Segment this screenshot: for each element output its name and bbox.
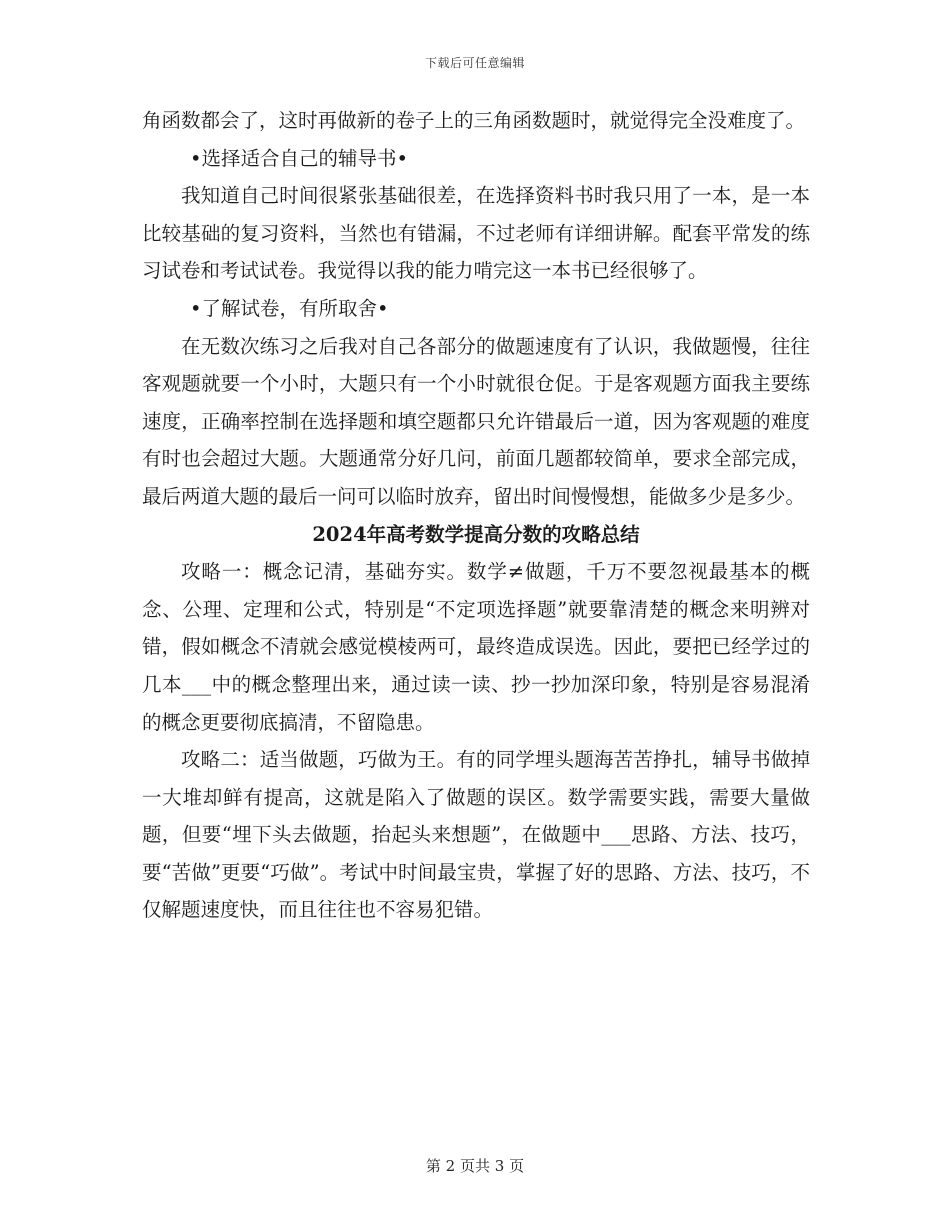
paragraph-exam-strategy: 在无数次练习之后我对自己各部分的做题速度有了认识，我做题慢，往往客观题就要一个小时，大题只有一个小时就很仓促。于是客观题方面我主要练速度，正确率控制在选择题和填空题都只允许错最后一道，因为客观题的难度有时也会超过大题。大题通常分好几问，前面几题都较简单，要求全部完成，最后两道大题的最后一问可以临时放弃，留出时间慢慢想，能做多少是多少。	[142, 334, 810, 508]
bullet-heading-choose-book: •选择适合自己的辅导书•	[190, 146, 409, 170]
section-title: 2024年高考数学提高分数的攻略总结	[312, 522, 640, 546]
paragraph-strategy-one: 攻略一：概念记清，基础夯实。数学≠做题，千万不要忽视最基本的概念、公理、定理和公式，特别是“不定项选择题”就要靠清楚的概念来明辨对错，假如概念不清就会感觉模棱两可，最终造成误选。因此，要把已经学过的几本___中的概念整理出来，通过读一读、抄一抄加深印象，特别是容易混淆的概念更要彻底搞清，不留隐患。	[142, 560, 810, 734]
paragraph-book-choice: 我知道自己时间很紧张基础很差，在选择资料书时我只用了一本，是一本比较基础的复习资料，当然也有错漏，不过老师有详细讲解。配套平常发的练习试卷和考试试卷。我觉得以我的能力啃完这一本书已经很够了。	[142, 184, 810, 283]
page-header: 下载后可任意编辑	[424, 56, 525, 70]
paragraph-strategy-two: 攻略二：适当做题，巧做为王。有的同学埋头题海苦苦挣扎，辅导书做掉一大堆却鲜有提高，这就是陷入了做题的误区。数学需要实践，需要大量做题，但要“埋下头去做题，抬起头来想题”，在做题中___思路、方法、技巧，要“苦做”更要“巧做”。考试中时间最宝贵，掌握了好的思路、方法、技巧，不仅解题速度快，而且往往也不容易犯错。	[142, 748, 810, 922]
paragraph-continuation: 角函数都会了，这时再做新的卷子上的三角函数题时，就觉得完全没难度了。	[142, 109, 806, 132]
bullet-heading-understand-exam: •了解试卷，有所取舍•	[190, 296, 389, 320]
page-footer: 第 2 页共 3 页	[425, 1157, 525, 1175]
document-body	[142, 102, 810, 929]
